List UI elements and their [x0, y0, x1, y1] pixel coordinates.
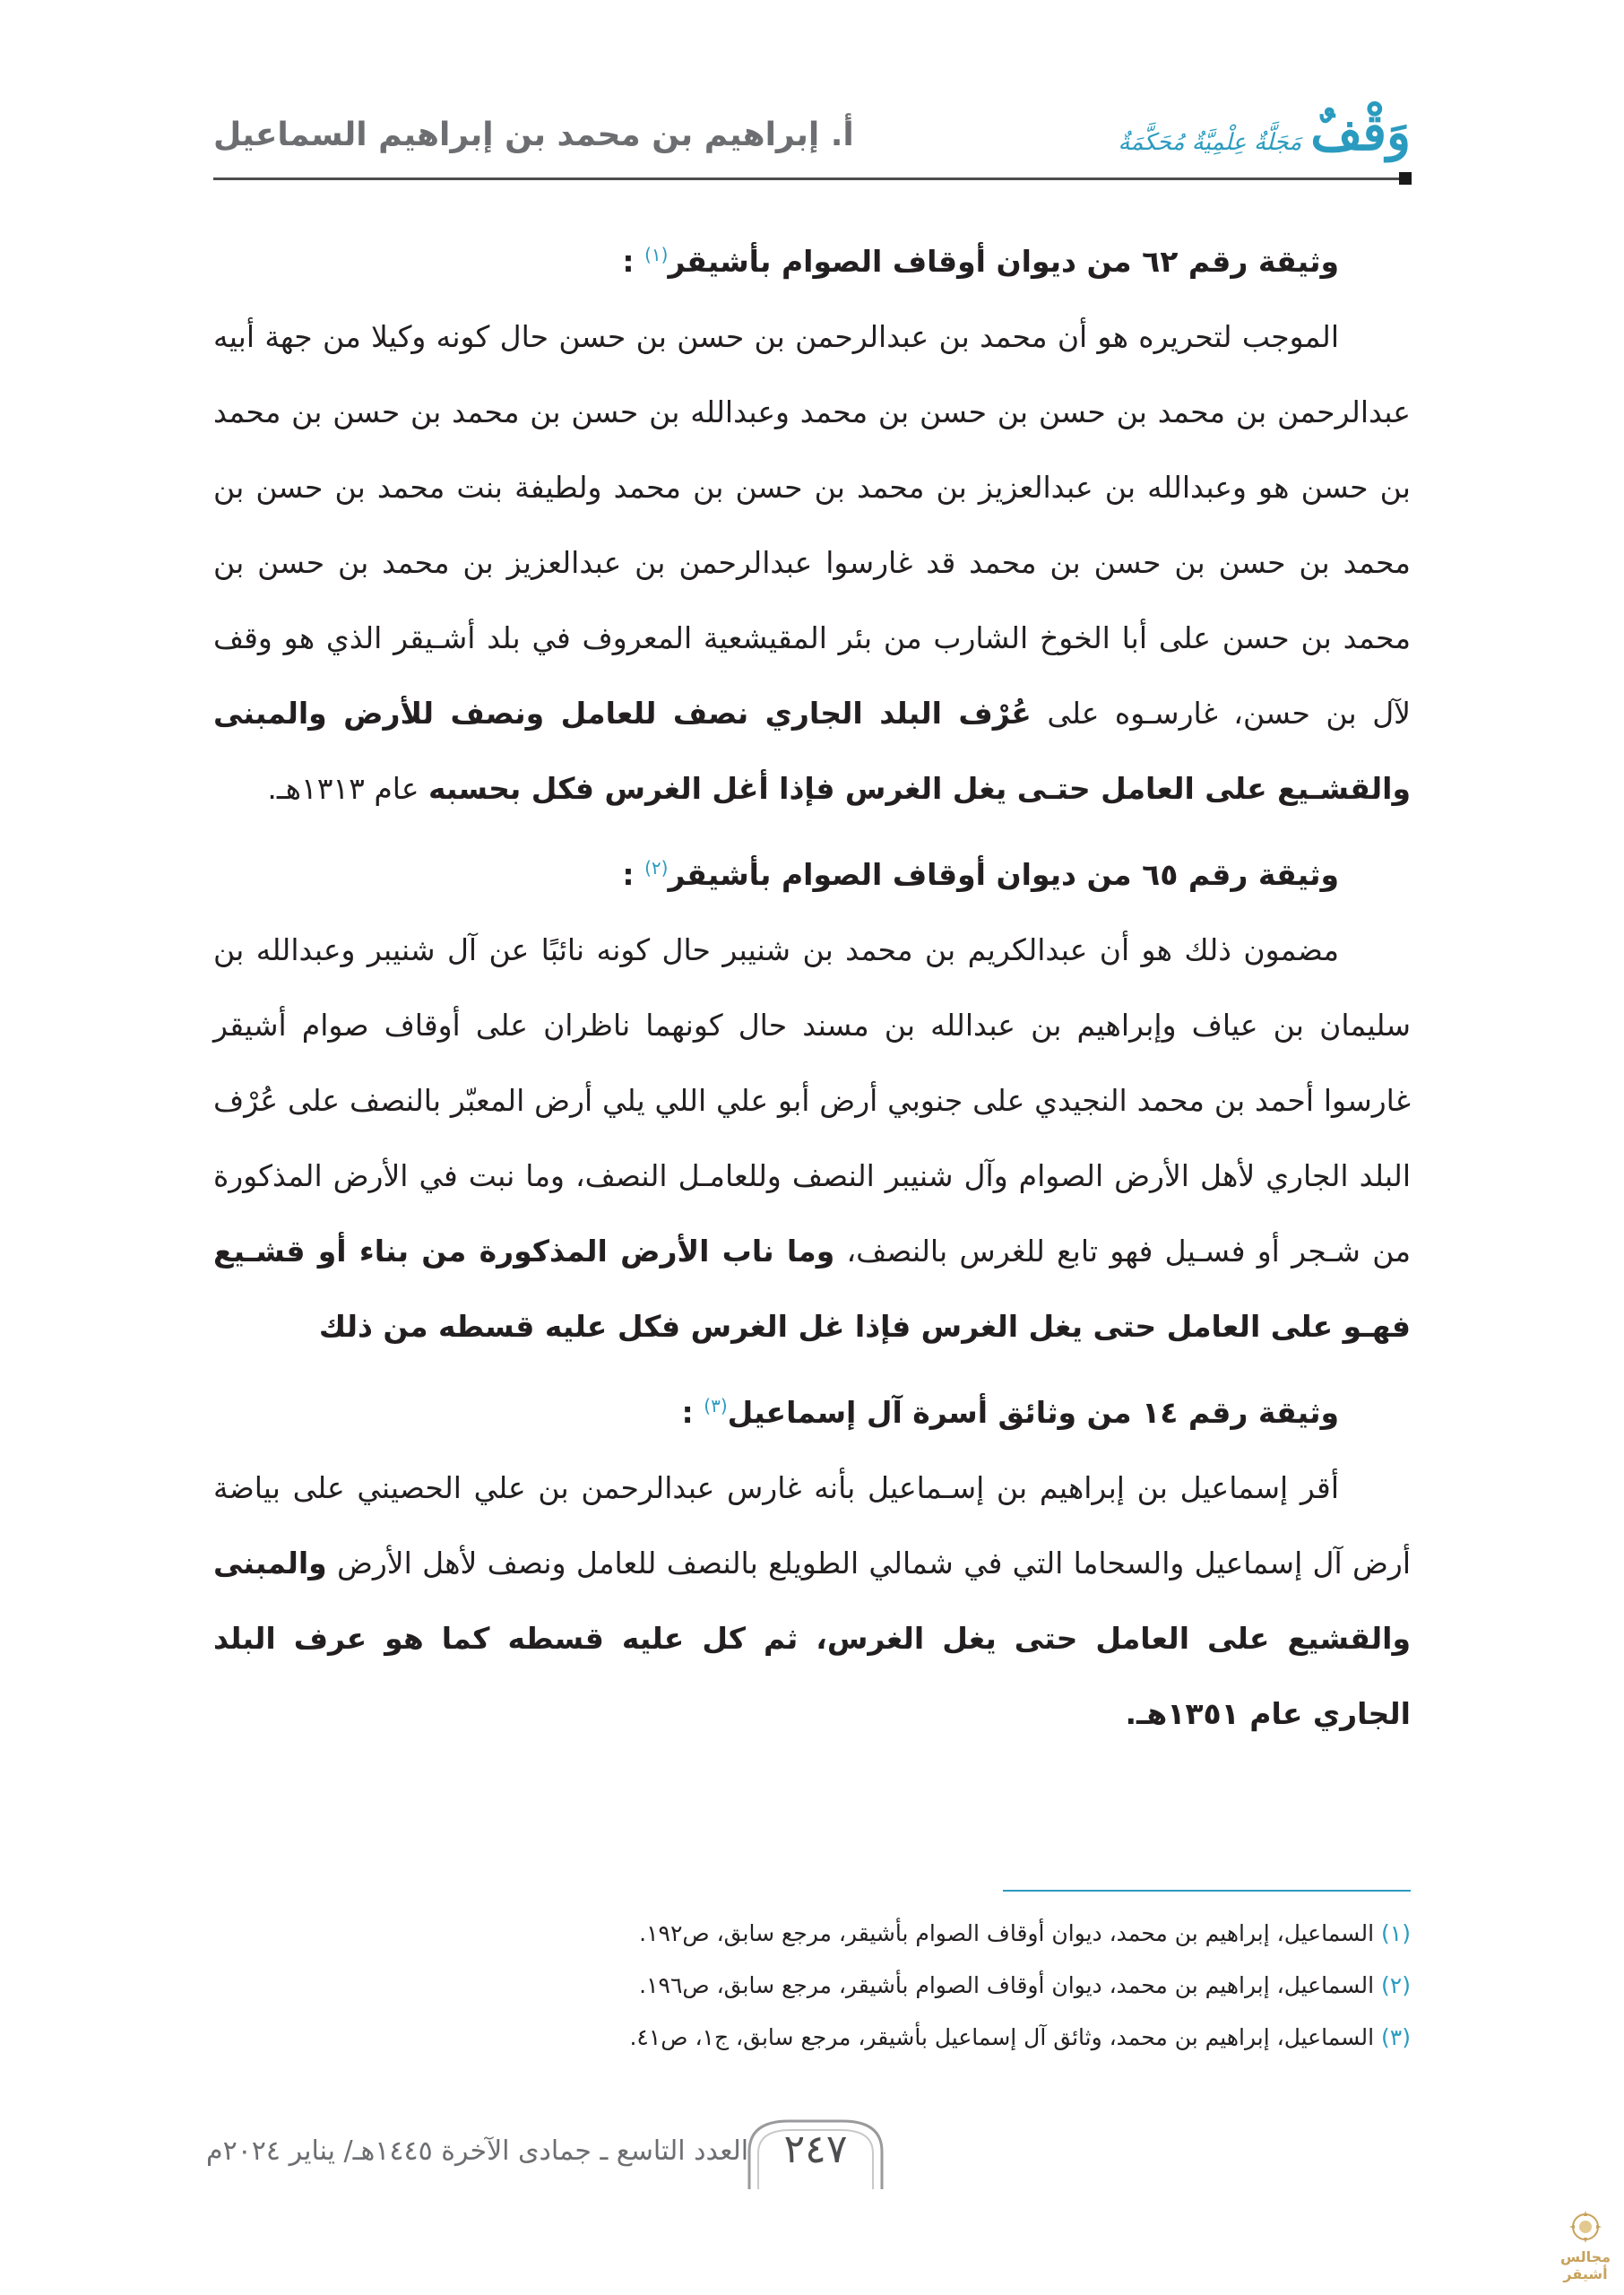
watermark-text: مجالس أشيقر — [1559, 2248, 1611, 2282]
page-header — [213, 103, 1411, 169]
footnote-item — [213, 2012, 1411, 2064]
section-paragraph — [213, 299, 1411, 827]
journal-logo-title: وَقْفٌ — [1310, 103, 1411, 162]
journal-logo — [1118, 103, 1411, 162]
section-paragraph — [213, 913, 1411, 1364]
watermark-emblem-icon — [1568, 2209, 1603, 2245]
footnote-number: (١) — [1381, 1920, 1411, 1946]
body-text — [213, 224, 1411, 1752]
footnote-number: (٢) — [1381, 1972, 1411, 1998]
paragraph-bold-text: والمبنى والقشيع على العامل حتى يغل الغرس، ثم كل عليه قسطه كما هو عرف البلد الجاري عام ١٣٥١هـ. — [213, 1546, 1411, 1731]
heading-colon: : — [622, 244, 635, 279]
footnotes — [213, 1908, 1411, 2064]
header-square-marker — [1399, 172, 1412, 185]
footnote-text: السماعيل، إبراهيم بن محمد، ديوان أوقاف الصوام بأشيقر، مرجع سابق، ص١٩٢. — [639, 1920, 1375, 1946]
watermark-logo — [1554, 2209, 1617, 2282]
heading-text: وثيقة رقم ٦٥ من ديوان أوقاف الصوام بأشيقر — [668, 857, 1339, 892]
footnote-divider — [1003, 1890, 1411, 1892]
journal-logo-subtitle: مَجَلَّةٌ عِلْمِيَّةٌ مُحَكَّمَةٌ — [1118, 129, 1302, 156]
paragraph-tail: عام ١٣١٣هـ. — [267, 771, 429, 806]
paragraph-text: مضمون ذلك هو أن عبدالكريم بن محمد بن شنيبر حال كونه نائبًا عن آل شنيبر وعبدالله بن سليمان بن عياف وإبراهيم بن عبدالله بن مسند حال كونهما ناظران على أوقاف صوام أشيقر غارسوا أحمد بن محمد النجيدي على جنوبي أرض أبو علي اللي يلي أرض المعبّر بالنصف على عُرْف البلد الجاري لأهل الأرض الصوام وآل شنيبر النصف وللعامـل النصف، وما نبت في الأرض المذكورة من شـجر أو فسـيل فهو تابع للغرس بالنصف، — [213, 932, 1411, 1269]
paragraph-text: الموجب لتحريره هو أن محمد بن عبدالرحمن بن حسن بن حسن حال كونه وكيلا من جهة أبيه عبدالرحمن بن محمد بن حسن بن حسن بن محمد وعبدالله بن حسن بن محمد بن حسن بن محمد بن حسن هو وعبدالله بن عبدالعزيز بن محمد بن حسن بن محمد ولطيفة بنت محمد بن حسن بن محمد بن حسن بن حسن بن محمد قد غارسوا عبدالرحمن بن عبدالعزيز بن محمد بن حسن بن محمد بن حسن على أبا الخوخ الشارب من بئر المقيشعية المعروف في بلد أشـيقر الذي هو وقف لآل بن حسن، غارسـوه على — [213, 319, 1411, 731]
heading-colon: : — [681, 1395, 694, 1430]
heading-text: وثيقة رقم ١٤ من وثائق أسرة آل إسماعيل — [727, 1395, 1339, 1430]
author-name: أ. إبراهيم بن محمد بن إبراهيم السماعيل — [213, 117, 854, 153]
page-footer — [206, 2116, 1111, 2187]
footnote-ref[interactable]: (٢) — [644, 857, 669, 879]
heading-text: وثيقة رقم ٦٢ من ديوان أوقاف الصوام بأشيقر — [668, 244, 1339, 279]
section-heading — [213, 224, 1339, 299]
issue-info: العدد التاسع ـ جمادى الآخرة ١٤٤٥هـ/ يناير ٢٠٢٤م — [206, 2135, 749, 2167]
footnote-ref[interactable]: (١) — [644, 244, 669, 265]
heading-colon: : — [622, 857, 635, 892]
paragraph-bold-text: عُرْف البلد الجاري نصف للعامل ونصف للأرض والمبنى والقشـيع على العامل حتـى يغل الغرس فإذا أغل الغرس فكل بحسبه — [213, 696, 1411, 806]
page-number: ٢٤٧ — [783, 2126, 848, 2172]
section-heading — [213, 1375, 1339, 1451]
footnote-ref[interactable]: (٣) — [704, 1395, 728, 1416]
paragraph-text: أقر إسماعيل بن إبراهيم بن إسـماعيل بأنه غارس عبدالرحمن بن علي الحصيني على بياضة أرض آل إسماعيل والسحاما التي في شمالي الطويلع بالنصف للعامل ونصف لأهل الأرض — [213, 1470, 1411, 1581]
section-heading — [213, 837, 1339, 913]
footnote-text: السماعيل، إبراهيم بن محمد، وثائق آل إسماعيل بأشيقر، مرجع سابق، ج١، ص٤١. — [629, 2024, 1375, 2050]
page-number-badge — [744, 2116, 887, 2191]
footnote-item — [213, 1960, 1411, 2012]
header-divider — [213, 178, 1411, 180]
footnote-item — [213, 1908, 1411, 1960]
footnote-text: السماعيل، إبراهيم بن محمد، ديوان أوقاف الصوام بأشيقر، مرجع سابق، ص١٩٦. — [639, 1972, 1375, 1998]
section-paragraph — [213, 1451, 1411, 1752]
footnote-number: (٣) — [1381, 2024, 1411, 2050]
paragraph-bold-text: وما ناب الأرض المذكورة من بناء أو قشـيع فهـو على العامل حتى يغل الغرس فإذا غل الغرس فكل عليه قسطه من ذلك — [213, 1234, 1411, 1344]
